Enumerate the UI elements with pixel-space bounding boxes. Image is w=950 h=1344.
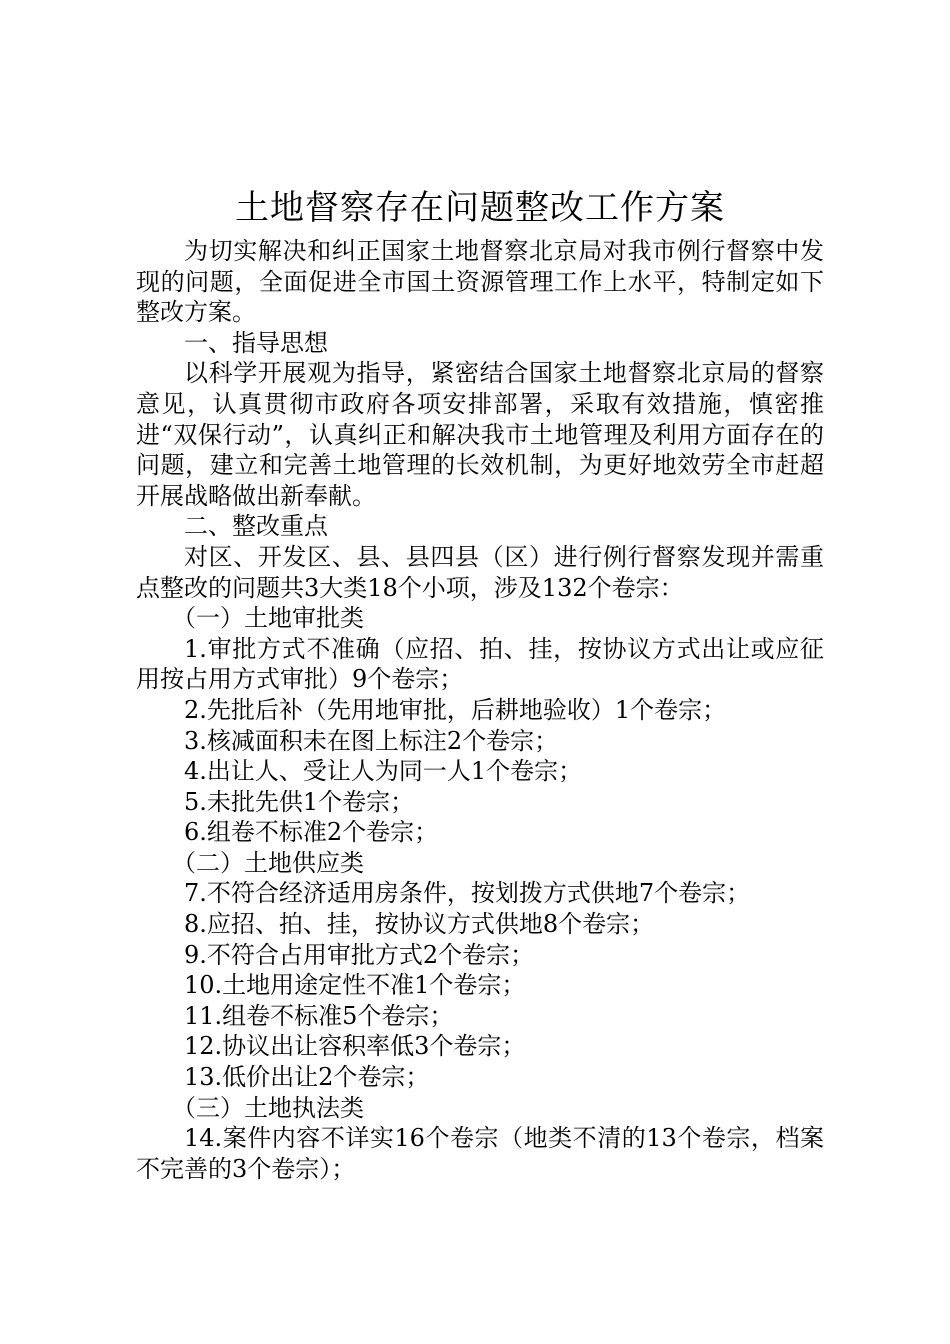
subheading-land-supply: （二）土地供应类 bbox=[172, 848, 364, 877]
list-item: 5.未批先供1个卷宗； bbox=[184, 787, 415, 816]
document-page bbox=[136, 180, 824, 1184]
heading-guiding-ideology: 一、指导思想 bbox=[184, 328, 328, 357]
paragraph-intro: 为切实解决和纠正国家土地督察北京局对我市例行督察中发现的问题，全面促进全市国土资源管理工作上水平，特制定如下整改方案。 bbox=[136, 237, 824, 327]
list-item: 11.组卷不标准5个卷宗； bbox=[184, 1001, 454, 1030]
list-item: 6.组卷不标准2个卷宗； bbox=[184, 818, 439, 847]
list-item: 2.先批后补（先用地审批，后耕地验收）1个卷宗； bbox=[184, 695, 727, 724]
list-item: 9.不符合占用审批方式2个卷宗； bbox=[184, 940, 535, 969]
list-item: 4.出让人、受让人为同一人1个卷宗； bbox=[184, 757, 583, 786]
list-item: 13.低价出让2个卷宗； bbox=[184, 1063, 430, 1092]
heading-rectification-focus: 二、整改重点 bbox=[184, 512, 328, 541]
subheading-land-enforcement: （三）土地执法类 bbox=[172, 1093, 364, 1122]
list-item: 8.应招、拍、挂，按协议方式供地8个卷宗； bbox=[184, 910, 655, 939]
list-item: 3.核减面积未在图上标注2个卷宗； bbox=[184, 726, 559, 755]
list-item: 12.协议出让容积率低3个卷宗； bbox=[184, 1032, 526, 1061]
list-item: 7.不符合经济适用房条件，按划拨方式供地7个卷宗； bbox=[184, 879, 751, 908]
paragraph-rectification-focus: 对区、开发区、县、县四县（区）进行例行督察发现并需重点整改的问题共3大类18个小项，涉及132个卷宗： bbox=[136, 542, 824, 602]
document-title: 土地督察存在问题整改工作方案 bbox=[235, 188, 725, 228]
list-item: 10.土地用途定性不准1个卷宗； bbox=[184, 971, 526, 1000]
subheading-land-approval: （一）土地审批类 bbox=[172, 604, 364, 633]
list-item: 1.审批方式不准确（应招、拍、挂，按协议方式出让或应征用按占用方式审批）9个卷宗； bbox=[136, 634, 824, 694]
paragraph-guiding-ideology: 以科学开展观为指导，紧密结合国家土地督察北京局的督察意见，认真贯彻市政府各项安排部署，采取有效措施，慎密推进“双保行动”，认真纠正和解决我市土地管理及利用方面存在的问题，建立和完善土地管理的长效机制，为更好地效劳全市赶超开展战略做出新奉献。 bbox=[136, 359, 824, 510]
list-item: 14.案件内容不详实16个卷宗（地类不清的13个卷宗，档案不完善的3个卷宗）； bbox=[136, 1124, 824, 1183]
document-body bbox=[136, 236, 824, 1184]
